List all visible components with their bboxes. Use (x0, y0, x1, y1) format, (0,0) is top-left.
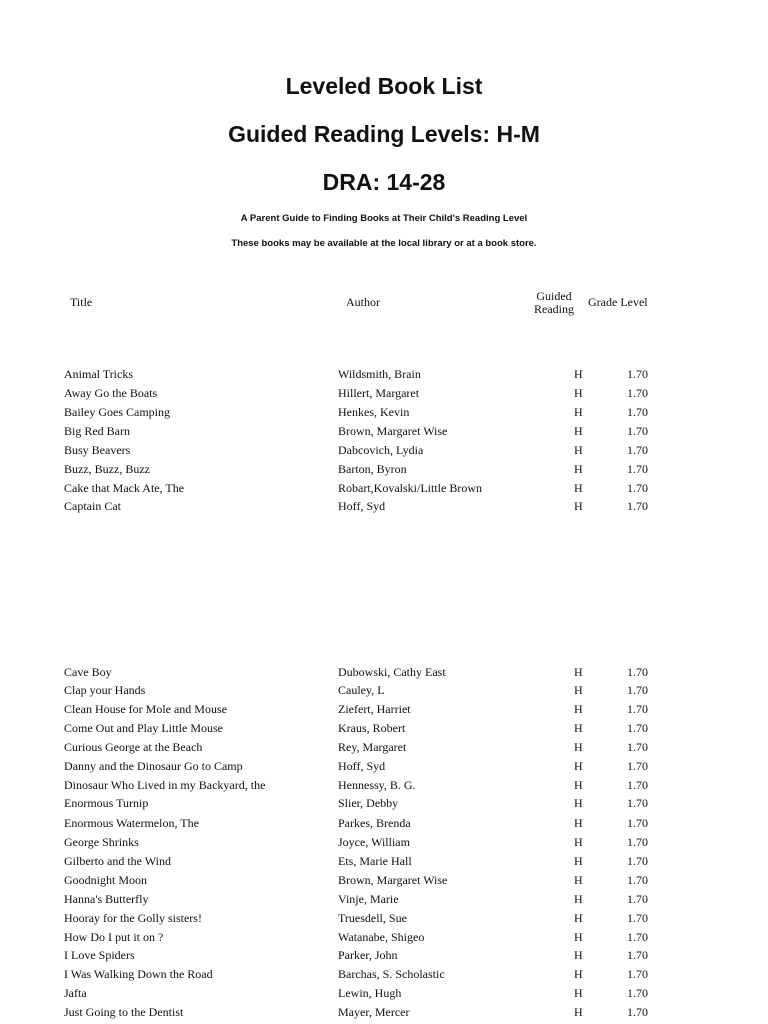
grade-level: 1.70 (627, 759, 648, 773)
book-title: Clean House for Mole and Mouse (64, 702, 227, 716)
table-row (0, 965, 768, 983)
table-row (0, 852, 768, 870)
table-row (0, 794, 768, 812)
book-title: Hooray for the Golly sisters! (64, 911, 202, 925)
table-row (0, 984, 768, 1002)
guided-reading-level: H (574, 892, 583, 906)
book-title: Hanna's Butterfly (64, 892, 149, 906)
grade-level: 1.70 (627, 443, 648, 457)
book-author: Ets, Marie Hall (338, 854, 412, 868)
book-title: Enormous Watermelon, The (64, 816, 199, 830)
grade-level: 1.70 (627, 367, 648, 381)
table-row (0, 681, 768, 699)
book-title: Dinosaur Who Lived in my Backyard, the (64, 778, 266, 792)
grade-level: 1.70 (627, 499, 648, 513)
book-title: Curious George at the Beach (64, 740, 203, 754)
grade-level: 1.70 (627, 481, 648, 495)
guided-reading-level: H (574, 986, 583, 1000)
table-row (0, 663, 768, 681)
column-header-author: Author (346, 295, 380, 309)
book-author: Joyce, William (338, 835, 410, 849)
guided-reading-level: H (574, 443, 583, 457)
guided-reading-level: H (574, 854, 583, 868)
table-row (0, 757, 768, 775)
book-title: Animal Tricks (64, 367, 134, 381)
guided-reading-line2: Reading (534, 302, 574, 316)
book-title: Just Going to the Dentist (64, 1005, 184, 1019)
book-title: How Do I put it on ? (64, 930, 164, 944)
table-row (0, 403, 768, 421)
book-author: Hennessy, B. G. (338, 778, 416, 792)
grade-level: 1.70 (627, 424, 648, 438)
column-header-grade-level: Grade Level (588, 295, 648, 309)
book-author: Barton, Byron (338, 462, 407, 476)
guided-reading-level: H (574, 462, 583, 476)
book-title: Danny and the Dinosaur Go to Camp (64, 759, 243, 773)
table-row (0, 460, 768, 478)
table-row (0, 719, 768, 737)
book-title: Enormous Turnip (64, 796, 149, 810)
table-row (0, 441, 768, 459)
grade-level: 1.70 (627, 740, 648, 754)
grade-level: 1.70 (627, 948, 648, 962)
book-author: Barchas, S. Scholastic (338, 967, 445, 981)
book-title: I Was Walking Down the Road (64, 967, 213, 981)
table-row (0, 738, 768, 756)
grade-level: 1.70 (627, 683, 648, 697)
grade-level: 1.70 (627, 796, 648, 810)
book-title: Come Out and Play Little Mouse (64, 721, 223, 735)
book-author: Brown, Margaret Wise (338, 873, 448, 887)
guided-reading-level: H (574, 499, 583, 513)
grade-level: 1.70 (627, 967, 648, 981)
guided-reading-level: H (574, 386, 583, 400)
book-author: Hoff, Syd (338, 499, 386, 513)
book-author: Ziefert, Harriet (338, 702, 411, 716)
book-title: Cake that Mack Ate, The (64, 481, 185, 495)
book-author: Truesdell, Sue (338, 911, 407, 925)
guided-reading-level: H (574, 424, 583, 438)
grade-level: 1.70 (627, 816, 648, 830)
book-title: I Love Spiders (64, 948, 135, 962)
grade-level: 1.70 (627, 665, 648, 679)
page-title: Leveled Book List (285, 73, 483, 99)
table-row (0, 946, 768, 964)
availability-note: These books may be available at the local library or at a book store. (231, 238, 537, 249)
guided-reading-level: H (574, 967, 583, 981)
book-author: Watanabe, Shigeo (338, 930, 425, 944)
book-author: Brown, Margaret Wise (338, 424, 448, 438)
grade-level: 1.70 (627, 1005, 648, 1019)
table-row (0, 1003, 768, 1021)
book-author: Parker, John (338, 948, 398, 962)
guided-reading-level: H (574, 665, 583, 679)
book-title: Captain Cat (64, 499, 121, 513)
guided-reading-level: H (574, 873, 583, 887)
book-title: Away Go the Boats (64, 386, 158, 400)
book-title: Cave Boy (64, 665, 112, 679)
guided-reading-level: H (574, 740, 583, 754)
guided-reading-level: H (574, 405, 583, 419)
table-row (0, 497, 768, 515)
book-author: Hillert, Margaret (338, 386, 420, 400)
dra-range: DRA: 14-28 (322, 169, 446, 195)
grade-level: 1.70 (627, 702, 648, 716)
grade-level: 1.70 (627, 462, 648, 476)
guided-reading-level: H (574, 367, 583, 381)
book-author: Wildsmith, Brain (338, 367, 421, 381)
guided-reading-level: H (574, 683, 583, 697)
book-author: Robart,Kovalski/Little Brown (338, 481, 482, 495)
guided-reading-level: H (574, 1005, 583, 1019)
grade-level: 1.70 (627, 930, 648, 944)
page-subtitle: Guided Reading Levels: H-M (228, 121, 540, 147)
book-author: Hoff, Syd (338, 759, 386, 773)
table-row (0, 365, 768, 383)
guided-reading-level: H (574, 721, 583, 735)
table-row (0, 928, 768, 946)
guided-reading-level: H (574, 702, 583, 716)
book-title: Gilberto and the Wind (64, 854, 171, 868)
book-title: Bailey Goes Camping (64, 405, 170, 419)
grade-level: 1.70 (627, 911, 648, 925)
book-author: Rey, Margaret (338, 740, 407, 754)
book-title: Big Red Barn (64, 424, 130, 438)
grade-level: 1.70 (627, 892, 648, 906)
guided-reading-level: H (574, 930, 583, 944)
grade-level: 1.70 (627, 873, 648, 887)
guided-reading-level: H (574, 778, 583, 792)
grade-level: 1.70 (627, 854, 648, 868)
table-row (0, 479, 768, 497)
table-row (0, 384, 768, 402)
table-row (0, 833, 768, 851)
guided-reading-level: H (574, 835, 583, 849)
grade-level: 1.70 (627, 835, 648, 849)
grade-level: 1.70 (627, 778, 648, 792)
book-author: Vinje, Marie (338, 892, 399, 906)
parent-guide-note: A Parent Guide to Finding Books at Their Child's Reading Level (240, 213, 528, 224)
guided-reading-line1: Guided (536, 289, 572, 303)
table-row (0, 776, 768, 794)
book-author: Henkes, Kevin (338, 405, 410, 419)
book-title: Busy Beavers (64, 443, 131, 457)
guided-reading-level: H (574, 911, 583, 925)
book-author: Parkes, Brenda (338, 816, 411, 830)
book-title: Buzz, Buzz, Buzz (64, 462, 150, 476)
table-row (0, 909, 768, 927)
column-header-guided-reading (524, 290, 584, 316)
book-title: Jafta (64, 986, 87, 1000)
table-row (0, 422, 768, 440)
guided-reading-level: H (574, 948, 583, 962)
table-row (0, 890, 768, 908)
table-row (0, 700, 768, 718)
book-author: Dabcovich, Lydia (338, 443, 424, 457)
book-author: Slier, Debby (338, 796, 399, 810)
grade-level: 1.70 (627, 405, 648, 419)
book-title: Goodnight Moon (64, 873, 148, 887)
guided-reading-level: H (574, 796, 583, 810)
grade-level: 1.70 (627, 986, 648, 1000)
grade-level: 1.70 (627, 721, 648, 735)
book-author: Lewin, Hugh (338, 986, 402, 1000)
book-author: Mayer, Mercer (338, 1005, 410, 1019)
book-author: Kraus, Robert (338, 721, 406, 735)
guided-reading-level: H (574, 816, 583, 830)
book-title: George Shrinks (64, 835, 139, 849)
table-row (0, 814, 768, 832)
grade-level: 1.70 (627, 386, 648, 400)
column-header-title: Title (70, 295, 93, 309)
book-author: Cauley, L (338, 683, 385, 697)
book-author: Dubowski, Cathy East (338, 665, 446, 679)
table-row (0, 871, 768, 889)
guided-reading-level: H (574, 759, 583, 773)
guided-reading-level: H (574, 481, 583, 495)
book-title: Clap your Hands (64, 683, 146, 697)
